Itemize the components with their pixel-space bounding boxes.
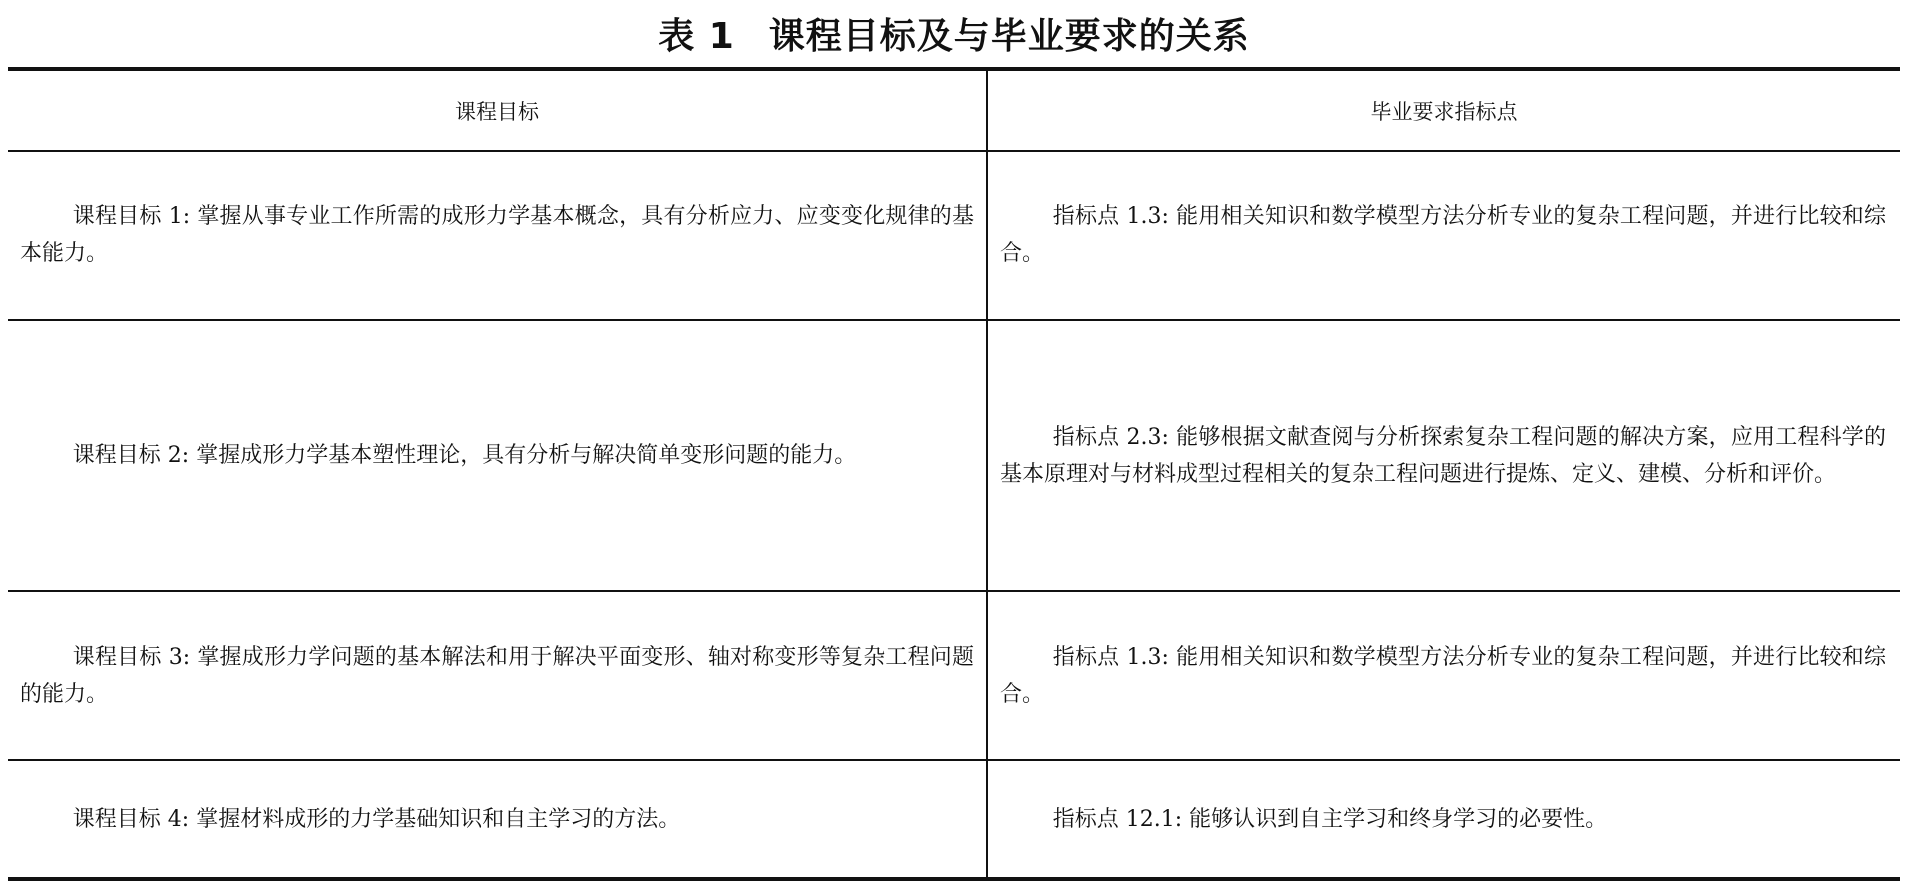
table-caption: [0, 0, 1908, 66]
objective-cell: [8, 151, 987, 320]
objective-cell: [8, 760, 987, 879]
objective-text: 课程目标 3: 掌握成形力学问题的基本解法和用于解决平面变形、轴对称变形等复杂工程问题的能力。: [20, 644, 974, 707]
indicator-text: 指标点 2.3: 能够根据文献查阅与分析探索复杂工程问题的解决方案，应用工程科学的基本原理对与材料成型过程相关的复杂工程问题进行提炼、定义、建模、分析和评价。: [1000, 424, 1886, 487]
table-row: [8, 760, 1900, 879]
indicator-cell: [987, 760, 1900, 879]
column-header-indicator: 毕业要求指标点: [1370, 99, 1518, 124]
table-header-row: [8, 69, 1900, 151]
table-row: [8, 151, 1900, 320]
table-row: [8, 591, 1900, 760]
objective-text: 课程目标 2: 掌握成形力学基本塑性理论，具有分析与解决简单变形问题的能力。: [72, 443, 857, 469]
objectives-table: [8, 67, 1900, 881]
indicator-text: 指标点 1.3: 能用相关知识和数学模型方法分析专业的复杂工程问题，并进行比较和综合。: [1000, 644, 1886, 707]
indicator-text: 指标点 12.1: 能够认识到自主学习和终身学习的必要性。: [1052, 806, 1608, 832]
table-title: 课程目标及与毕业要求的关系: [768, 15, 1250, 57]
indicator-cell: [987, 151, 1900, 320]
objective-cell: [8, 591, 987, 760]
table-row: [8, 320, 1900, 591]
objective-cell: [8, 320, 987, 591]
column-header-objective: 课程目标: [8, 69, 987, 151]
objective-text: 课程目标 1: 掌握从事专业工作所需的成形力学基本概念，具有分析应力、应变变化规律的基本能力。: [20, 204, 974, 267]
objective-text: 课程目标 4: 掌握材料成形的力学基础知识和自主学习的方法。: [72, 806, 681, 832]
indicator-cell: [987, 320, 1900, 591]
table-number: 表 1: [658, 15, 735, 57]
indicator-text: 指标点 1.3: 能用相关知识和数学模型方法分析专业的复杂工程问题，并进行比较和综合。: [1000, 204, 1886, 267]
indicator-cell: [987, 591, 1900, 760]
